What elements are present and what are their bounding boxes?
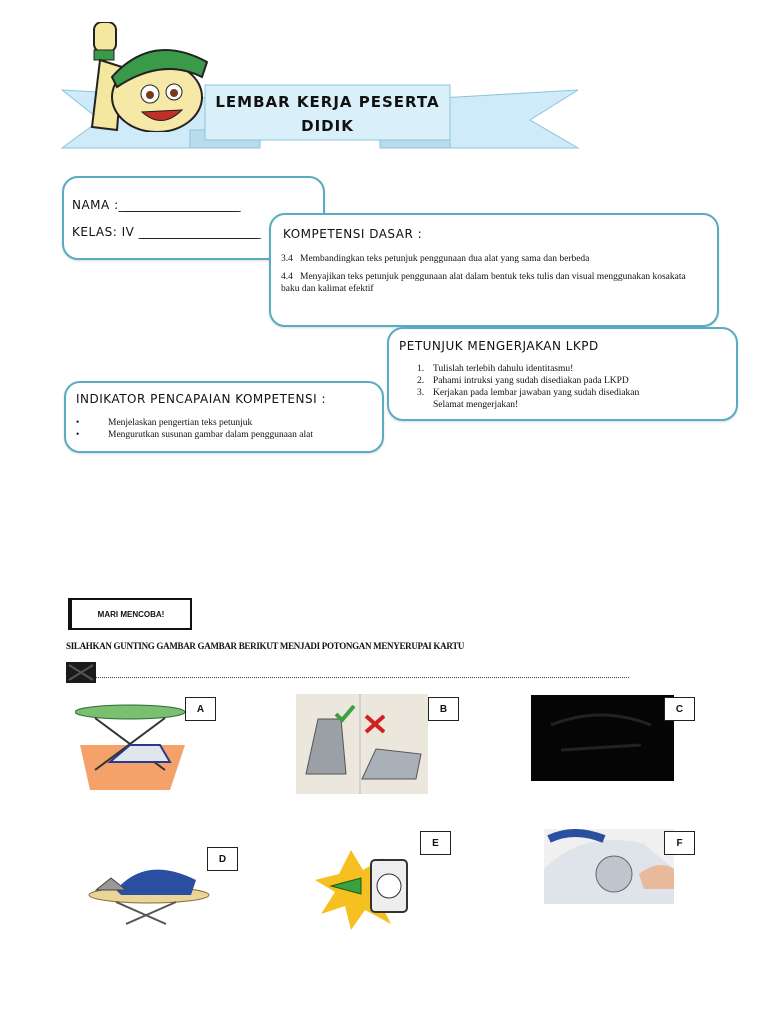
card-image-dark	[531, 695, 674, 781]
indikator-item: • Menjelaskan pengertian teks petunjuk	[76, 418, 253, 428]
indikator-box	[64, 381, 384, 453]
indikator-item: • Mengurutkan susunan gambar dalam penggunaan alat	[76, 430, 313, 440]
cut-line	[96, 677, 629, 678]
class-label: KELAS: IV	[72, 225, 135, 239]
petunjuk-list	[417, 363, 727, 411]
card-label-d: D	[207, 847, 238, 871]
kompetensi-item	[281, 271, 701, 295]
card-label-b: B	[428, 697, 459, 721]
petunjuk-item: 1. Tulislah terlebih dahulu identitasmu!	[417, 364, 574, 374]
item-text: Menyajikan teks petunjuk penggunaan alat dalam bentuk teks tulis dan visual menggunakan kosakata baku dan kalimat efektif	[281, 272, 686, 294]
card-image-ironing-clothes	[86, 850, 212, 926]
kompetensi-title: KOMPETENSI DASAR :	[283, 227, 423, 241]
mascot-image	[72, 22, 212, 132]
card-label-e: E	[420, 831, 451, 855]
card-label-f: F	[664, 831, 695, 855]
card-image-iron-right-wrong	[296, 694, 428, 794]
petunjuk-box	[387, 327, 738, 421]
class-field[interactable]	[72, 225, 259, 239]
scissors-icon	[66, 662, 96, 683]
title-line-2: DIDIK	[301, 117, 354, 135]
item-number: 4.4	[281, 272, 293, 282]
card-image-iron-dial	[544, 829, 674, 904]
petunjuk-title: PETUNJUK MENGERJAKAN LKPD	[399, 339, 599, 353]
item-text: Membandingkan teks petunjuk penggunaan dua alat yang sama dan berbeda	[300, 254, 590, 264]
mari-mencoba-banner	[68, 598, 192, 630]
card-image-ironing-board	[75, 700, 190, 790]
card-label-a: A	[185, 697, 216, 721]
petunjuk-closing: Selamat mengerjakan!	[433, 400, 519, 410]
indikator-title: INDIKATOR PENCAPAIAN KOMPETENSI :	[76, 392, 326, 406]
worksheet-title	[205, 90, 450, 138]
indikator-list	[76, 417, 376, 441]
card-image-plug-socket	[311, 840, 420, 932]
petunjuk-item: 2. Pahami intruksi yang sudah disediakan pada LKPD	[417, 376, 629, 386]
cut-instruction: SILAHKAN GUNTING GAMBAR GAMBAR BERIKUT MENJADI POTONGAN MENYERUPAI KARTU	[66, 641, 465, 651]
title-line-1: LEMBAR KERJA PESERTA	[215, 93, 440, 111]
name-line: ______________________________	[118, 198, 239, 212]
class-line: ______________________________	[138, 225, 259, 239]
petunjuk-item: 3. Kerjakan pada lembar jawaban yang sudah disediakan	[417, 388, 640, 398]
name-field[interactable]	[72, 198, 239, 212]
name-label: NAMA :	[72, 198, 119, 212]
item-number: 3.4	[281, 254, 293, 264]
card-label-c: C	[664, 697, 695, 721]
kompetensi-dasar-box	[269, 213, 719, 327]
kompetensi-item	[281, 253, 701, 265]
banner-text: MARI MENCOBA!	[97, 609, 165, 619]
